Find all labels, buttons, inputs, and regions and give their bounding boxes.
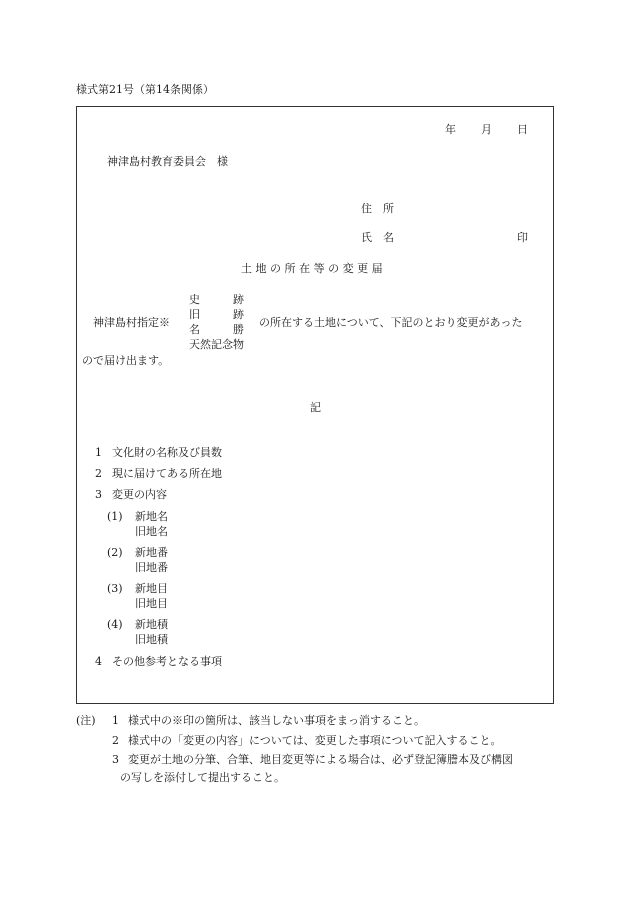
option-meisho: 名 勝 bbox=[189, 323, 244, 336]
subitem-3-new: 新地目 bbox=[135, 582, 168, 595]
item-3-num: 3 bbox=[95, 488, 102, 501]
item-1-num: 1 bbox=[95, 446, 102, 459]
note-2-text: 様式中の「変更の内容」については、変更した事項について記入すること。 bbox=[128, 734, 502, 747]
option-kyuseki: 旧 跡 bbox=[189, 308, 244, 321]
note-3-continuation: の写しを添付して提出すること。 bbox=[120, 771, 285, 784]
subitem-4-new: 新地積 bbox=[135, 618, 168, 631]
note-1-num: 1 bbox=[112, 714, 119, 727]
subitem-1-new: 新地名 bbox=[135, 510, 168, 523]
option-tennen: 天然記念物 bbox=[189, 338, 244, 351]
ki-heading: 記 bbox=[310, 401, 321, 414]
subitem-2-num: (2) bbox=[107, 546, 123, 559]
notes-label: (注) bbox=[76, 714, 96, 727]
note-3-text: 変更が土地の分筆、合筆、地目変更等による場合は、必ず登記簿謄本及び構図 bbox=[128, 753, 513, 766]
subitem-1-old: 旧地名 bbox=[135, 525, 168, 538]
item-4-num: 4 bbox=[95, 655, 102, 668]
subitem-2-new: 新地番 bbox=[135, 546, 168, 559]
subitem-3-num: (3) bbox=[107, 582, 123, 595]
subitem-2-old: 旧地番 bbox=[135, 561, 168, 574]
subitem-3-old: 旧地目 bbox=[135, 597, 168, 610]
document-title: 土地の所在等の変更届 bbox=[241, 262, 387, 275]
date-day: 日 bbox=[517, 123, 528, 136]
subitem-4-old: 旧地積 bbox=[135, 633, 168, 646]
item-3-text: 変更の内容 bbox=[112, 488, 167, 501]
item-2-text: 現に届けてある所在地 bbox=[112, 467, 222, 480]
subitem-1-num: (1) bbox=[107, 510, 123, 523]
item-1-text: 文化財の名称及び員数 bbox=[112, 446, 222, 459]
note-3-num: 3 bbox=[112, 753, 119, 766]
subitem-4-num: (4) bbox=[107, 618, 123, 631]
body-continuation: ので届け出ます。 bbox=[82, 354, 170, 367]
date-year: 年 bbox=[445, 123, 456, 136]
form-number: 様式第21号（第14条関係） bbox=[76, 83, 214, 96]
note-1-text: 様式中の※印の箇所は、該当しない事項をまっ消すること。 bbox=[128, 714, 425, 727]
date-month: 月 bbox=[481, 123, 492, 136]
item-2-num: 2 bbox=[95, 467, 102, 480]
seal-mark: 印 bbox=[517, 231, 528, 244]
note-2-num: 2 bbox=[112, 734, 119, 747]
addressee: 神津島村教育委員会 様 bbox=[107, 155, 228, 168]
option-shiseki: 史 跡 bbox=[189, 293, 244, 306]
name-label: 氏 名 bbox=[361, 231, 394, 244]
item-4-text: その他参考となる事項 bbox=[112, 655, 222, 668]
body-prefix: 神津島村指定※ bbox=[93, 316, 170, 329]
body-suffix: の所在する土地について、下記のとおり変更があった bbox=[259, 316, 523, 329]
address-label: 住 所 bbox=[361, 202, 394, 215]
